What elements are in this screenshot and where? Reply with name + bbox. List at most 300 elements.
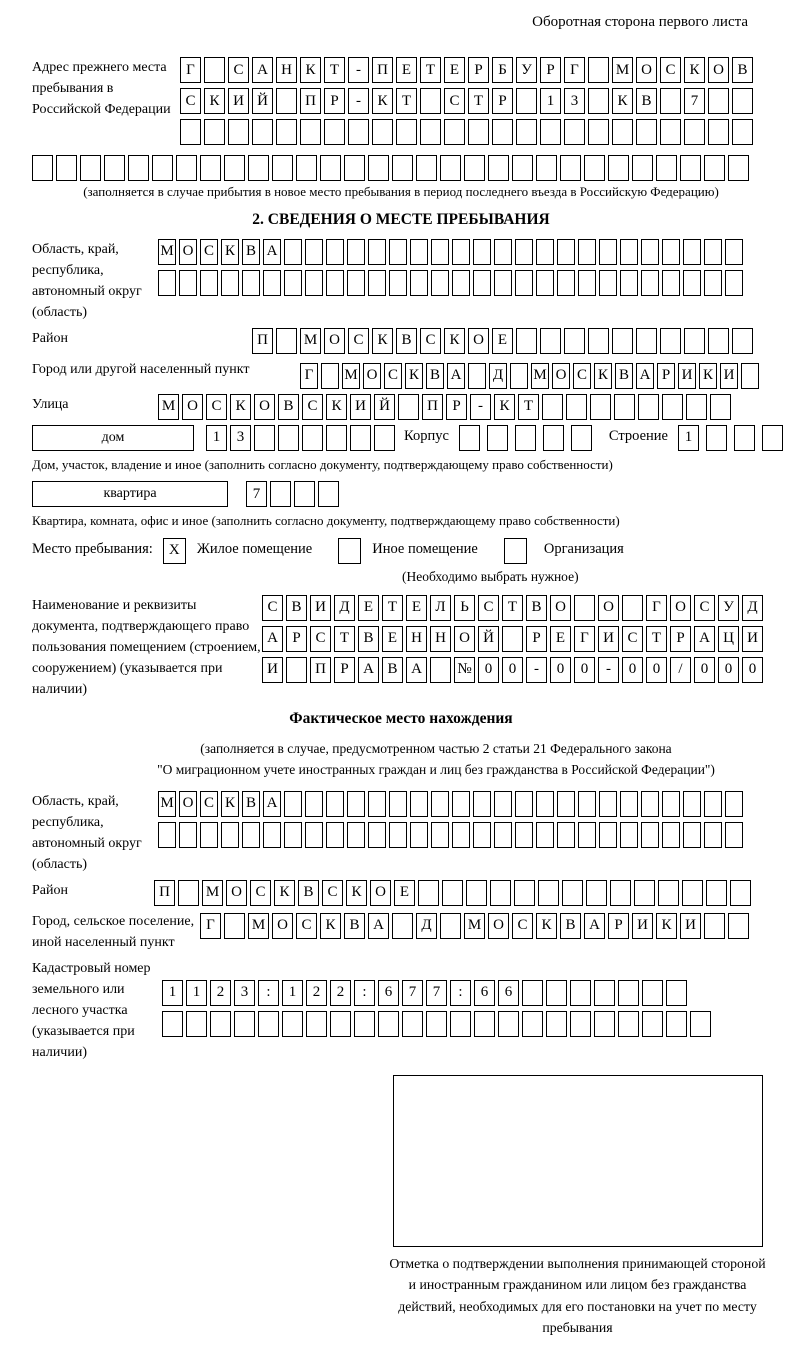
- char-box[interactable]: [368, 791, 386, 817]
- char-box[interactable]: [224, 155, 245, 181]
- char-box[interactable]: М: [202, 880, 223, 906]
- char-box[interactable]: К: [320, 913, 341, 939]
- char-box[interactable]: [444, 119, 465, 145]
- char-box[interactable]: 2: [306, 980, 327, 1006]
- char-box[interactable]: С: [348, 328, 369, 354]
- char-box[interactable]: [588, 328, 609, 354]
- char-box[interactable]: Р: [286, 626, 307, 652]
- char-box[interactable]: [276, 88, 297, 114]
- char-box[interactable]: У: [516, 57, 537, 83]
- char-box[interactable]: [464, 155, 485, 181]
- char-box[interactable]: [494, 791, 512, 817]
- char-box[interactable]: [473, 822, 491, 848]
- char-box[interactable]: [473, 791, 491, 817]
- char-box[interactable]: [564, 119, 585, 145]
- char-box[interactable]: Г: [564, 57, 585, 83]
- char-box[interactable]: Р: [334, 657, 355, 683]
- char-box[interactable]: [536, 791, 554, 817]
- char-box[interactable]: [389, 822, 407, 848]
- char-box[interactable]: М: [464, 913, 485, 939]
- char-box[interactable]: [296, 155, 317, 181]
- char-box[interactable]: Д: [416, 913, 437, 939]
- char-box[interactable]: К: [612, 88, 633, 114]
- char-box[interactable]: В: [615, 363, 633, 389]
- char-box[interactable]: [578, 270, 596, 296]
- char-box[interactable]: Н: [276, 57, 297, 83]
- char-box[interactable]: [442, 880, 463, 906]
- char-box[interactable]: О: [670, 595, 691, 621]
- char-box[interactable]: [662, 394, 683, 420]
- char-box[interactable]: [270, 481, 291, 507]
- char-box[interactable]: [431, 239, 449, 265]
- char-box[interactable]: [389, 270, 407, 296]
- char-box[interactable]: [578, 791, 596, 817]
- char-box[interactable]: Т: [518, 394, 539, 420]
- char-box[interactable]: [594, 980, 615, 1006]
- char-box[interactable]: А: [447, 363, 465, 389]
- char-box[interactable]: О: [636, 57, 657, 83]
- char-box[interactable]: [564, 328, 585, 354]
- char-box[interactable]: [210, 1011, 231, 1037]
- char-box[interactable]: [306, 1011, 327, 1037]
- char-box[interactable]: Р: [608, 913, 629, 939]
- char-box[interactable]: [302, 425, 323, 451]
- char-box[interactable]: Т: [646, 626, 667, 652]
- char-box[interactable]: [294, 481, 315, 507]
- char-box[interactable]: К: [536, 913, 557, 939]
- char-box[interactable]: [684, 328, 705, 354]
- char-box[interactable]: В: [382, 657, 403, 683]
- char-box[interactable]: [638, 394, 659, 420]
- char-box[interactable]: [540, 328, 561, 354]
- char-box[interactable]: Р: [324, 88, 345, 114]
- char-box[interactable]: [466, 880, 487, 906]
- char-box[interactable]: [368, 155, 389, 181]
- char-box[interactable]: Г: [300, 363, 318, 389]
- char-box[interactable]: 1: [678, 425, 699, 451]
- char-box[interactable]: [242, 270, 260, 296]
- char-box[interactable]: [516, 119, 537, 145]
- char-box[interactable]: К: [300, 57, 321, 83]
- char-box[interactable]: Т: [334, 626, 355, 652]
- char-box[interactable]: О: [179, 239, 197, 265]
- char-box[interactable]: [620, 791, 638, 817]
- char-box[interactable]: [536, 822, 554, 848]
- char-box[interactable]: М: [158, 394, 179, 420]
- char-box[interactable]: В: [344, 913, 365, 939]
- char-box[interactable]: С: [622, 626, 643, 652]
- char-box[interactable]: С: [384, 363, 402, 389]
- char-box[interactable]: [128, 155, 149, 181]
- char-box[interactable]: [557, 239, 575, 265]
- char-box[interactable]: [570, 980, 591, 1006]
- char-box[interactable]: [684, 119, 705, 145]
- char-box[interactable]: А: [406, 657, 427, 683]
- char-box[interactable]: И: [680, 913, 701, 939]
- char-box[interactable]: О: [272, 913, 293, 939]
- char-box[interactable]: [286, 657, 307, 683]
- char-box[interactable]: [683, 239, 701, 265]
- char-box[interactable]: С: [206, 394, 227, 420]
- char-box[interactable]: О: [454, 626, 475, 652]
- char-box[interactable]: [410, 822, 428, 848]
- char-box[interactable]: [662, 822, 680, 848]
- char-box[interactable]: [515, 270, 533, 296]
- char-box[interactable]: [440, 913, 461, 939]
- char-box[interactable]: 1: [186, 980, 207, 1006]
- char-box[interactable]: К: [372, 328, 393, 354]
- char-box[interactable]: [686, 394, 707, 420]
- char-box[interactable]: 7: [426, 980, 447, 1006]
- char-box[interactable]: [396, 119, 417, 145]
- char-box[interactable]: [468, 363, 486, 389]
- char-box[interactable]: [708, 119, 729, 145]
- char-box[interactable]: [56, 155, 77, 181]
- char-box[interactable]: [683, 791, 701, 817]
- char-box[interactable]: [683, 822, 701, 848]
- char-box[interactable]: [284, 270, 302, 296]
- char-box[interactable]: [416, 155, 437, 181]
- char-box[interactable]: А: [368, 913, 389, 939]
- char-box[interactable]: №: [454, 657, 475, 683]
- char-box[interactable]: А: [584, 913, 605, 939]
- char-box[interactable]: [636, 328, 657, 354]
- char-box[interactable]: [374, 425, 395, 451]
- char-box[interactable]: [347, 791, 365, 817]
- char-box[interactable]: [741, 363, 759, 389]
- char-box[interactable]: [588, 57, 609, 83]
- char-box[interactable]: С: [322, 880, 343, 906]
- char-box[interactable]: [248, 155, 269, 181]
- char-box[interactable]: [536, 155, 557, 181]
- char-box[interactable]: С: [694, 595, 715, 621]
- char-box[interactable]: К: [684, 57, 705, 83]
- char-box[interactable]: [690, 1011, 711, 1037]
- char-box[interactable]: Р: [492, 88, 513, 114]
- char-box[interactable]: [728, 913, 749, 939]
- char-box[interactable]: 0: [550, 657, 571, 683]
- char-box[interactable]: К: [204, 88, 225, 114]
- char-box[interactable]: [178, 880, 199, 906]
- char-box[interactable]: [641, 791, 659, 817]
- char-box[interactable]: О: [226, 880, 247, 906]
- char-box[interactable]: [543, 425, 564, 451]
- char-box[interactable]: [104, 155, 125, 181]
- char-box[interactable]: [574, 595, 595, 621]
- char-box[interactable]: [588, 88, 609, 114]
- char-box[interactable]: 0: [478, 657, 499, 683]
- char-box[interactable]: Т: [382, 595, 403, 621]
- char-box[interactable]: [725, 270, 743, 296]
- char-box[interactable]: Е: [444, 57, 465, 83]
- char-box[interactable]: [584, 155, 605, 181]
- char-box[interactable]: [660, 328, 681, 354]
- char-box[interactable]: О: [708, 57, 729, 83]
- char-box[interactable]: [354, 1011, 375, 1037]
- char-box[interactable]: [284, 822, 302, 848]
- char-box[interactable]: [538, 880, 559, 906]
- char-box[interactable]: [515, 791, 533, 817]
- char-box[interactable]: 6: [498, 980, 519, 1006]
- char-box[interactable]: Р: [540, 57, 561, 83]
- char-box[interactable]: [392, 155, 413, 181]
- char-box[interactable]: [228, 119, 249, 145]
- char-box[interactable]: С: [444, 88, 465, 114]
- char-box[interactable]: К: [444, 328, 465, 354]
- char-box[interactable]: [200, 155, 221, 181]
- char-box[interactable]: :: [258, 980, 279, 1006]
- char-box[interactable]: 1: [206, 425, 227, 451]
- char-box[interactable]: [732, 119, 753, 145]
- char-box[interactable]: Т: [324, 57, 345, 83]
- char-box[interactable]: В: [242, 791, 260, 817]
- char-box[interactable]: [599, 791, 617, 817]
- char-box[interactable]: [566, 394, 587, 420]
- char-box[interactable]: 1: [282, 980, 303, 1006]
- char-box[interactable]: [642, 980, 663, 1006]
- char-box[interactable]: [389, 239, 407, 265]
- char-box[interactable]: 0: [742, 657, 763, 683]
- char-box[interactable]: Р: [446, 394, 467, 420]
- char-box[interactable]: [200, 270, 218, 296]
- char-box[interactable]: [546, 980, 567, 1006]
- char-box[interactable]: [599, 239, 617, 265]
- char-box[interactable]: [594, 1011, 615, 1037]
- char-box[interactable]: К: [594, 363, 612, 389]
- char-box[interactable]: [660, 119, 681, 145]
- char-box[interactable]: [452, 791, 470, 817]
- char-box[interactable]: Й: [478, 626, 499, 652]
- char-box[interactable]: В: [560, 913, 581, 939]
- char-box[interactable]: [588, 119, 609, 145]
- char-box[interactable]: О: [468, 328, 489, 354]
- char-box[interactable]: А: [636, 363, 654, 389]
- char-box[interactable]: [452, 239, 470, 265]
- char-box[interactable]: [578, 239, 596, 265]
- char-box[interactable]: [242, 822, 260, 848]
- char-box[interactable]: [473, 239, 491, 265]
- char-box[interactable]: 0: [502, 657, 523, 683]
- char-box[interactable]: С: [420, 328, 441, 354]
- char-box[interactable]: [378, 1011, 399, 1037]
- char-box[interactable]: А: [263, 791, 281, 817]
- char-box[interactable]: Г: [200, 913, 221, 939]
- char-box[interactable]: [284, 791, 302, 817]
- char-box[interactable]: -: [470, 394, 491, 420]
- char-box[interactable]: [610, 880, 631, 906]
- char-box[interactable]: [410, 239, 428, 265]
- char-box[interactable]: [620, 239, 638, 265]
- char-box[interactable]: [221, 822, 239, 848]
- char-box[interactable]: И: [228, 88, 249, 114]
- char-box[interactable]: [326, 239, 344, 265]
- char-box[interactable]: Е: [358, 595, 379, 621]
- char-box[interactable]: [622, 595, 643, 621]
- checkbox-organizaciya[interactable]: [504, 538, 527, 564]
- char-box[interactable]: [540, 119, 561, 145]
- char-box[interactable]: [431, 822, 449, 848]
- char-box[interactable]: [636, 119, 657, 145]
- char-box[interactable]: 2: [210, 980, 231, 1006]
- char-box[interactable]: В: [242, 239, 260, 265]
- char-box[interactable]: [492, 119, 513, 145]
- char-box[interactable]: [704, 913, 725, 939]
- char-box[interactable]: [704, 791, 722, 817]
- char-box[interactable]: К: [372, 88, 393, 114]
- char-box[interactable]: П: [300, 88, 321, 114]
- char-box[interactable]: [620, 270, 638, 296]
- char-box[interactable]: [418, 880, 439, 906]
- char-box[interactable]: [254, 425, 275, 451]
- char-box[interactable]: А: [263, 239, 281, 265]
- char-box[interactable]: [618, 1011, 639, 1037]
- char-box[interactable]: [420, 119, 441, 145]
- char-box[interactable]: 3: [564, 88, 585, 114]
- char-box[interactable]: [515, 822, 533, 848]
- char-box[interactable]: В: [636, 88, 657, 114]
- char-box[interactable]: [204, 57, 225, 83]
- char-box[interactable]: П: [154, 880, 175, 906]
- char-box[interactable]: В: [278, 394, 299, 420]
- char-box[interactable]: 7: [246, 481, 267, 507]
- char-box[interactable]: С: [250, 880, 271, 906]
- char-box[interactable]: В: [298, 880, 319, 906]
- char-box[interactable]: [32, 155, 53, 181]
- char-box[interactable]: В: [732, 57, 753, 83]
- char-box[interactable]: Б: [492, 57, 513, 83]
- char-box[interactable]: [618, 980, 639, 1006]
- char-box[interactable]: [560, 155, 581, 181]
- char-box[interactable]: [179, 822, 197, 848]
- char-box[interactable]: [488, 155, 509, 181]
- char-box[interactable]: К: [405, 363, 423, 389]
- char-box[interactable]: 0: [694, 657, 715, 683]
- char-box[interactable]: Е: [550, 626, 571, 652]
- char-box[interactable]: [706, 425, 727, 451]
- char-box[interactable]: [612, 119, 633, 145]
- char-box[interactable]: С: [296, 913, 317, 939]
- char-box[interactable]: [710, 394, 731, 420]
- char-box[interactable]: Г: [180, 57, 201, 83]
- char-box[interactable]: Д: [742, 595, 763, 621]
- char-box[interactable]: [347, 822, 365, 848]
- char-box[interactable]: И: [632, 913, 653, 939]
- char-box[interactable]: [586, 880, 607, 906]
- char-box[interactable]: П: [422, 394, 443, 420]
- char-box[interactable]: [430, 657, 451, 683]
- char-box[interactable]: -: [598, 657, 619, 683]
- char-box[interactable]: [515, 425, 536, 451]
- char-box[interactable]: Р: [657, 363, 675, 389]
- char-box[interactable]: [614, 394, 635, 420]
- char-box[interactable]: 2: [330, 980, 351, 1006]
- char-box[interactable]: А: [262, 626, 283, 652]
- char-box[interactable]: [562, 880, 583, 906]
- char-box[interactable]: /: [670, 657, 691, 683]
- char-box[interactable]: Д: [489, 363, 507, 389]
- char-box[interactable]: М: [248, 913, 269, 939]
- char-box[interactable]: [502, 626, 523, 652]
- char-box[interactable]: [612, 328, 633, 354]
- char-box[interactable]: О: [488, 913, 509, 939]
- char-box[interactable]: [494, 822, 512, 848]
- char-box[interactable]: [557, 791, 575, 817]
- char-box[interactable]: В: [426, 363, 444, 389]
- char-box[interactable]: 7: [402, 980, 423, 1006]
- char-box[interactable]: [263, 270, 281, 296]
- char-box[interactable]: [344, 155, 365, 181]
- char-box[interactable]: [704, 270, 722, 296]
- char-box[interactable]: В: [526, 595, 547, 621]
- char-box[interactable]: [426, 1011, 447, 1037]
- char-box[interactable]: [326, 822, 344, 848]
- char-box[interactable]: [632, 155, 653, 181]
- char-box[interactable]: Е: [394, 880, 415, 906]
- char-box[interactable]: [725, 239, 743, 265]
- char-box[interactable]: [278, 425, 299, 451]
- checkbox-zhiloe[interactable]: X: [163, 538, 186, 564]
- char-box[interactable]: 1: [162, 980, 183, 1006]
- char-box[interactable]: Р: [670, 626, 691, 652]
- char-box[interactable]: М: [612, 57, 633, 83]
- char-box[interactable]: [305, 270, 323, 296]
- char-box[interactable]: И: [310, 595, 331, 621]
- char-box[interactable]: [662, 270, 680, 296]
- char-box[interactable]: 3: [230, 425, 251, 451]
- char-box[interactable]: Ь: [454, 595, 475, 621]
- char-box[interactable]: [392, 913, 413, 939]
- char-box[interactable]: [725, 822, 743, 848]
- char-box[interactable]: [546, 1011, 567, 1037]
- char-box[interactable]: [599, 270, 617, 296]
- char-box[interactable]: :: [450, 980, 471, 1006]
- char-box[interactable]: [450, 1011, 471, 1037]
- char-box[interactable]: [680, 155, 701, 181]
- char-box[interactable]: [498, 1011, 519, 1037]
- char-box[interactable]: [204, 119, 225, 145]
- char-box[interactable]: [410, 791, 428, 817]
- char-box[interactable]: [641, 822, 659, 848]
- char-box[interactable]: [704, 822, 722, 848]
- char-box[interactable]: -: [348, 57, 369, 83]
- char-box[interactable]: [276, 119, 297, 145]
- char-box[interactable]: [152, 155, 173, 181]
- char-box[interactable]: [708, 328, 729, 354]
- char-box[interactable]: С: [478, 595, 499, 621]
- char-box[interactable]: Г: [574, 626, 595, 652]
- char-box[interactable]: К: [274, 880, 295, 906]
- char-box[interactable]: О: [324, 328, 345, 354]
- char-box[interactable]: [350, 425, 371, 451]
- char-box[interactable]: [305, 239, 323, 265]
- char-box[interactable]: [570, 1011, 591, 1037]
- char-box[interactable]: К: [494, 394, 515, 420]
- char-box[interactable]: [276, 328, 297, 354]
- char-box[interactable]: [634, 880, 655, 906]
- char-box[interactable]: [410, 270, 428, 296]
- char-box[interactable]: [734, 425, 755, 451]
- char-box[interactable]: [282, 1011, 303, 1037]
- char-box[interactable]: К: [221, 791, 239, 817]
- char-box[interactable]: М: [158, 791, 176, 817]
- char-box[interactable]: [490, 880, 511, 906]
- char-box[interactable]: [522, 980, 543, 1006]
- char-box[interactable]: О: [363, 363, 381, 389]
- char-box[interactable]: [326, 270, 344, 296]
- char-box[interactable]: О: [550, 595, 571, 621]
- checkbox-inoe[interactable]: [338, 538, 361, 564]
- char-box[interactable]: [641, 239, 659, 265]
